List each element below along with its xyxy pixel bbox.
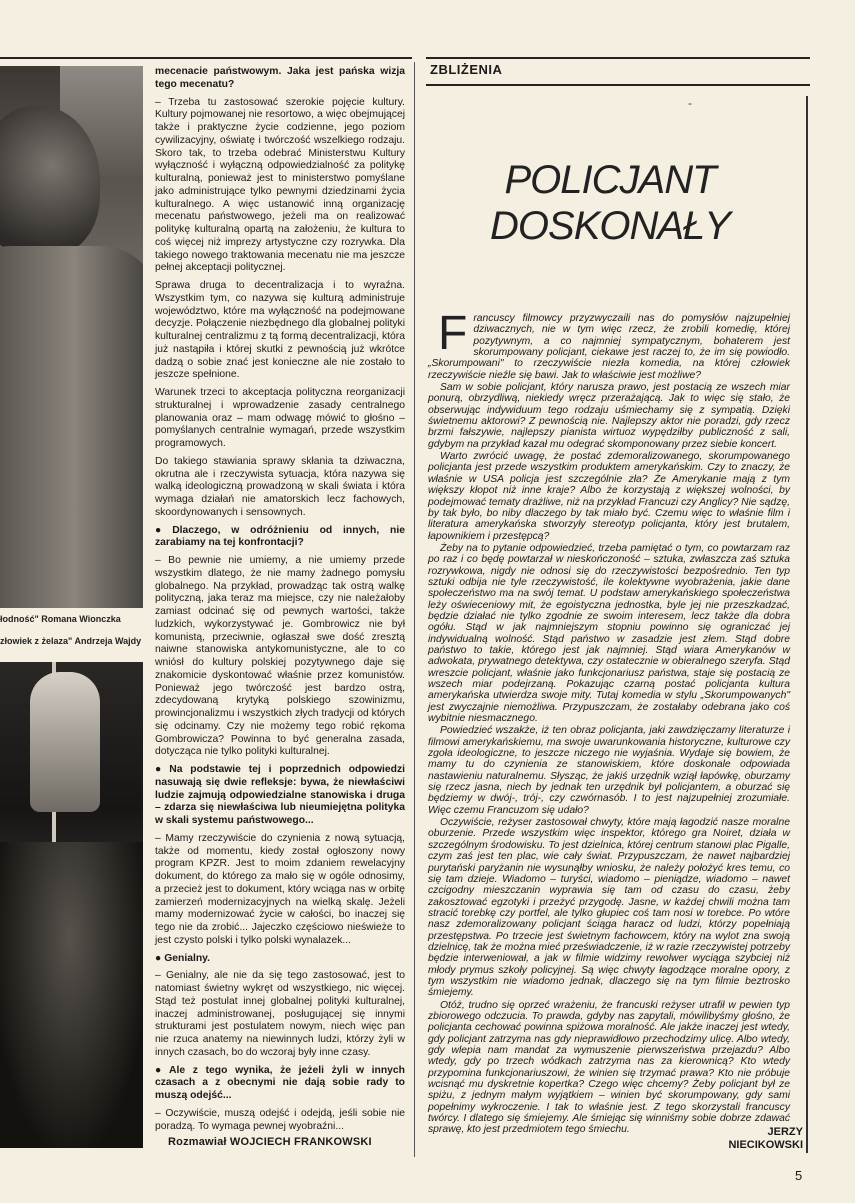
article-body [428, 307, 790, 1137]
interview-answer [155, 833, 405, 948]
article-paragraph [428, 725, 790, 816]
article-title-line2: DOSKONAŁY [490, 204, 730, 248]
paragraph-text: – Trzeba tu zastosować szerokie pojęcie kultury. Kultury pojmowanej nie resortowo, a więc obejmującej także i praktyczne życie codzienne, jego poziom cywilizacyjny, oświatę i twórczość wszelkiego rodzaju. Skoro tak, to trzeba odebrać Ministerstwu Kultury wyłączność i wyłączną odpowiedzialność za politykę kulturalną, ponieważ jest to ministerstwo pomyślane jako administrujące tylko pewnymi dziedzinami życia kulturalnego. A więc ustanowić inną organizację mecenatu państwowego, jeżeli ma on realizować politykę kulturalną opartą na założeniu, że kultura to coś więcej niż imprezy artystyczne czy rozrywka. Dla takiego nowego traktowania mecenatu nie ma jeszcze pełnej akceptacji politycznej. [155, 96, 405, 274]
bullet-icon: ● [155, 764, 167, 775]
paragraph-text: Na podstawie tej i poprzednich odpowiedzi nasuwają się dwie refleksje: bywa, że niewłaściwi ludzie zajmują odpowiedzialne stanowiska i druga – zdarza się niewłaściwa lub nieumiejętna polityka w skali systemu państwowego... [155, 764, 406, 826]
paragraph-text: Żeby na to pytanie odpowiedzieć, trzeba pamiętać o tym, co powtarzam raz po raz i co będę powtarzał w nieskończoność – sztuka, zwłaszcza zaś sztuka rozrywkowa, nigdy nie odnosi się do rzeczywistości bezpośrednio. Ten typ sztuki odbija nie tyle rzeczywistość, ile kolektywne wyobrażenia, jakie dane społeczeństwo ma na swój temat. U podstaw amerykańskiego społeczeństwa leży oświeceniowy mit, że egoistyczna jednostka, byle jej nie przeszkadzać, będzie działać nie tylko zgodnie ze swoim interesem, lecz także dla dobra ogółu. Stąd w jak najmniejszym stopniu powinno się ograniczać jej indywidualną wolność. Stąd państwo w zasadzie jest złem. Stąd dobre państwo to takie, którego jest jak najmniej. Stąd wiara Amerykanów w adwokata, prywatnego detektywa, czy ostatecznie w obieralnego szeryfa. Stąd wreszcie policjant, właśnie jako funkcjonariusz państwa, staje się postacią ze wszech miar podejrzaną. Pokazując czarną postać policjanta kultura amerykańska utwierdza swoje mity. Tutaj komedia w stylu „Skorumpowanych" jest zwyczajnie niemożliwa. Przypuszczam, że zostałaby odebrana jako coś wybitnie niesmacznego. [428, 542, 790, 725]
photo-caption-2: złowiek z żelaza" Andrzeja Wajdy [0, 636, 142, 646]
paragraph-text: Sam w sobie policjant, który narusza prawo, jest postacią ze wszech miar ponurą, obrzydliwą, niekiedy wręcz przerażającą. Jak to więc się stało, że obserwując indywiduum tego rodzaju uśmiechamy się z sympatią. Dzięki świetnemu aktorowi? Z pewnością nie. Najlepszy aktor nie poradzi, gdy rzecz brzmi fałszywie, najlepszy pianista wirtuoz wypędziłby publiczność z sali, gdybym na przykład kazał mu odegrać skomponowany przez siebie koncert. [428, 382, 790, 450]
interview-answer [155, 97, 405, 276]
photo-caption-1: łodność" Romana Wionczka [0, 614, 121, 624]
section-label: ZBLIŻENIA [430, 62, 503, 77]
article-paragraph [428, 451, 790, 542]
paragraph-text: – Oczywiście, muszą odejść i odejdą, jeśli sobie nie poradzą. To wymaga pewnej wyobraźni... [155, 1107, 405, 1132]
paragraph-text: rancuscy filmowcy przyzwyczaili nas do pomysłów najzupełniej dziwacznych, nie w tym więc rzecz, że zrobili komedię, której pozytywnym, a co najmniej sympatycznym, bohaterem jest skorumpowany policjant, ciekawe jest raczej to, że im się powiodło. „Skorumpowani" to rzeczywiście niezła komedia, na której człowiek rzeczywiście nieźle się bawi. Jak to właściwie jest możliwe? [428, 313, 790, 381]
paragraph-text: Ale z tego wynika, że jeżeli żyli w innych czasach a z obecnymi nie dają sobie rady to muszą odejść... [155, 1064, 405, 1101]
page-number: 5 [795, 1168, 803, 1183]
article-paragraph [428, 543, 790, 725]
article-paragraph [428, 1000, 790, 1136]
bullet-icon: ● [155, 1064, 167, 1076]
top-rule-left [0, 57, 412, 59]
paragraph-text: – Genialny, ale nie da się tego zastosować, jest to natomiast świetny wykręt od wszystkiego, nic więcej. Stąd też postulat innej globalnej polityki kulturalnej, inaczej administrowanej, posługującej się innymi strukturami jest postulatem nowym, niech więc pan nie rzuca anatemy na niewinnych ludzi, którzy żyli w innych czasach, bo do wczoraj były inne czasy. [155, 970, 405, 1058]
interview-answer [155, 387, 405, 451]
paragraph-text: Otóż, trudno się oprzeć wrażeniu, że francuski reżyser utrafił w pewien typ zbiorowego odczucia. To prawda, gdyby nas zapytali, mówilibyśmy głośno, że policjanta cechować powinna spiżowa moralność. Ale jakże inaczej jest wtedy, gdy policjant zatrzyma nas gdy nieprawidłowo przechodzimy ulicę. Albo wtedy, gdy wlepia nam mandat za wymuszenie pierwszeństwa przejazdu? Albo wtedy, gdy po trzech wódkach zatrzyma nas za kierownicą? Kto wtedy przypomina funkcjonariuszowi, że winien się trzymać prawa? Kto nie próbuje wcisnąć mu dyskretnie kopertka? Czego więc chcemy? Żeby policjant był ze spiżu, z jednym małym wyjątkiem – winien być skorumpowany, gdy sami popełnimy wykroczenie. I tak to właśnie jest. Z tego skorzystali francuscy twórcy. I dlatego się śmiejemy. Ale śmiejąc się winniśmy sobie dobrze zdawać sprawę, kto jest przedmiotem tego śmiechu. [428, 999, 790, 1136]
section-rule [426, 84, 810, 86]
paragraph-text: Powiedzieć wszakże, iż ten obraz policjanta, jaki zawdzięczamy literaturze i filmowi amerykańskiemu, ma swoje uwarunkowania historyczne, kulturowe czy zgoła ideologiczne, to jeszcze niczego nie wyjaśnia. Wydaje się bowiem, że mamy tu do czynienia ze stanowiskiem, które doskonale odpowiada nastawieniu naturalnemu. Słysząc, że jakiś urzędnik wziął łapówkę, oburzamy się rzecz jasna, niech by jednak ten urzędnik był policjantem, a oburzać się będziemy w dwój-, trój-, czy czwórnasób. I to jest najzupełniej zrozumiałe. Więc czemu Francuzom się udało? [428, 725, 790, 816]
interview-answer [155, 280, 405, 382]
paragraph-text: Warunek trzeci to akceptacja polityczna reorganizacji strukturalnej i wprowadzenie zasady centralnego planowania oraz – mam odwagę mówić to głośno – pomyślanych centralnie wymagań, przede wszystkim programowych. [155, 387, 405, 449]
paragraph-text: Sprawa druga to decentralizacja i to wyraźna. Wszystkim tym, co nazywa się kulturą administruje województwo, które ma wyłączność na podejmowane decyzje. Połączenie niezbędnego dla globalnej polityki kulturalnej centralizmu z tą formą decentralizacji, która już nastąpiła i której skutki z pewnością już wkrótce dadzą o sobie znać jest konieczne ale nie zostało to jeszcze spełnione. [155, 280, 405, 381]
film-still-photo-top [0, 66, 143, 608]
interview-question [155, 953, 405, 966]
author-first-name: JERZY [767, 1126, 803, 1138]
drop-cap: F [438, 307, 468, 360]
interview-column [155, 66, 405, 1138]
interviewer-credit: Rozmawiał WOJCIECH FRANKOWSKI [168, 1136, 372, 1148]
article-paragraph [428, 817, 790, 999]
film-still-photo-bottom [0, 662, 143, 1148]
paragraph-text: mecenacie państwowym. Jaka jest pańska wizja tego mecenatu? [155, 66, 405, 90]
author-byline [728, 1126, 803, 1152]
interview-question [155, 764, 405, 828]
paragraph-text: Oczywiście, reżyser zastosował chwyty, które mają łagodzić nasze moralne oburzenie. Przede wszystkim więc inspektor, którego gra Noiret, działa w szczególnym środowisku. To jest dzielnica, której centrum stanowi plac Pigalle, czym zaś jest ten plac, wie cały świat. Przypuszczam, że nawet najbardziej purytański paryżanin nie wysunąłby wniosku, że należy położyć kres temu, co się tam dzieje. Wiadomo – turyści, wiadomo – pieniądze, wiadomo – nawet czcigodny mieszczanin wyprawia się tam od czasu do czasu, żeby zakosztować egzotyki i przeżyć przygodę. Jasne, w każdej chwili można tam stracić torebkę czy portfel, ale tylko głupiec coś tam nosi w torebce. Po wtóre nasz zdemoralizowany policjant ściąga haracz od ludzi, którzy popełniają przestępstwa. Po trzecie jest świetnym fachowcem, który na wylot zna swoją dzielnicę, tak że można mieć przeświadczenie, iż w razie rzeczywistej potrzeby będzie interweniował, a jak w filmie widzimy rewolwer wyciąga szybciej niż młody prymus szkoły policyjnej. Są więc chwyty łagodzące moralne opory, z tym wszystkim nie wiadomo jednak, dlaczego się na tym filmie beztrosko śmiejemy. [428, 817, 790, 999]
interview-question [155, 66, 405, 92]
paragraph-text: Genialny. [164, 952, 211, 964]
paragraph-text: Warto zwrócić uwagę, że postać zdemoralizowanego, skorumpowanego policjanta jest przede wszystkim produktem amerykańskim. Czy to znaczy, że właśnie w USA policja jest szczególnie zła? Że Amerykanie mają z tym większy kłopot niż inne kraje? Albo że korzystają z większej wolności, by podejmować tematy drażliwe, niż na przykład Francuzi czy Anglicy? Nie sądzę, by tak było, bo niby dlaczego by tak miało być. Czemu więc to właśnie film i literatura amerykańska stworzyły stereotyp policjanta, który jest brutalem, łapownikiem i przestępcą? [428, 451, 790, 542]
interview-answer [155, 456, 405, 520]
paragraph-text: – Mamy rzeczywiście do czynienia z nową sytuacją, także od momentu, kiedy został ogłoszony nowy program KPZR. Jest to moim zdaniem rewelacyjny dokument, do którego za mało się w ogóle odnosimy, a przecież jest to dokument, który wciąga nas w orbitę zamierzeń modernizacyjnych na wielką skalę. Jeżeli mamy modernizować życie w całości, bo inaczej się tego nie da zrobić... Jajeczko częściowo nieświeże to jest czysto polski i tylko polski wynalazek... [155, 832, 405, 946]
column-divider [414, 62, 415, 1157]
stray-mark: - [688, 96, 692, 110]
article-paragraph [428, 307, 790, 381]
interview-answer [155, 970, 405, 1059]
interview-question [155, 525, 405, 551]
interview-question [155, 1065, 405, 1103]
author-last-name: NIECIKOWSKI [728, 1139, 803, 1151]
interview-answer [155, 1108, 405, 1134]
article-title-line1: POLICJANT [504, 158, 716, 202]
bullet-icon: ● [155, 524, 170, 536]
paragraph-text: – Bo pewnie nie umiemy, a nie umiemy przede wszystkim dlatego, że nie mamy żadnego pomysłu globalnego. Na przykład, prowadząc tak ostrą walkę polityczną, jaka teraz ma miejsce, czy nie należałoby zamiast odcinać się od pewnych wartości, także ludzkich, wykorzystywać je. Gombrowicz nie był komunistą, przeciwnie, ogłaszał swe dość zresztą naiwne stanowiska antykomunistyczne, ale to co wniósł do kultury polskiej pozytywnego daje się znakomicie dyskontować właśnie przez komunistów. Ponieważ jego twórczość jest bardzo ostrą, zdecydowaną krytyką polskiego szowinizmu, prowincjonalizmu i wszystkich złych tradycji od których się odcinamy. Czy nie możemy tego robić rękoma Gombrowicza? Powinna to być generalna zasada, dotycząca nie tylko polityki kulturalnej. [155, 555, 405, 758]
paragraph-text: Do takiego stawiania sprawy skłania ta dziwaczna, okrutna ale i rzeczywista sytuacja, która nazywa się walką ideologiczną prowadzoną w skali świata i która wymaga działań nie amatorskich lecz fachowych, skoordynowanych i sensownych. [155, 455, 405, 518]
article-paragraph [428, 382, 790, 450]
interview-answer [155, 555, 405, 759]
bullet-icon: ● [155, 952, 162, 964]
article-frame-right [806, 96, 808, 1153]
paragraph-text: Dlaczego, w odróżnieniu od innych, nie zarabiamy na tej konfrontacji? [155, 524, 406, 549]
top-rule-right [426, 57, 810, 59]
